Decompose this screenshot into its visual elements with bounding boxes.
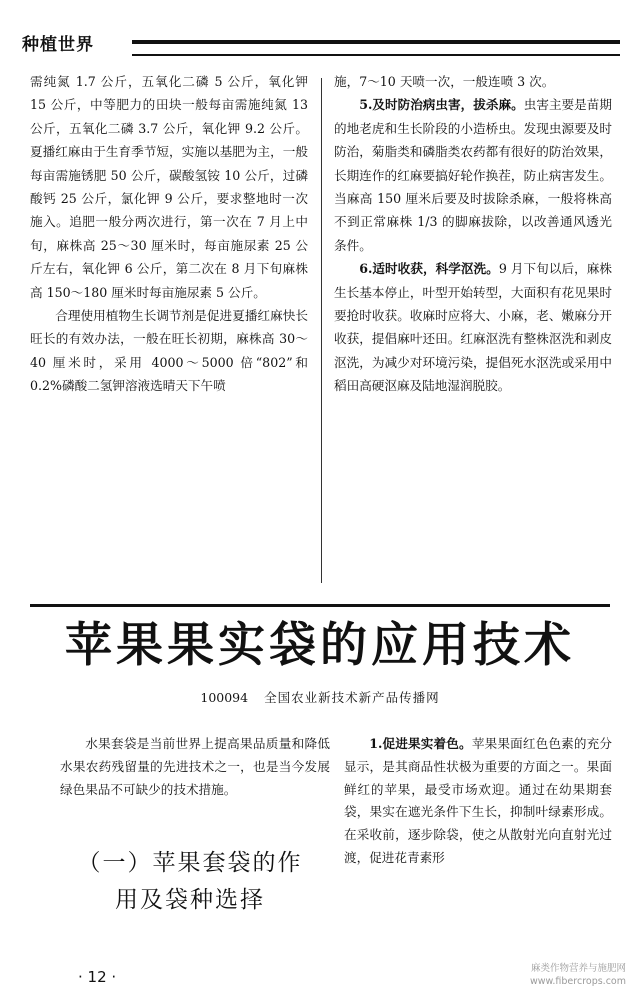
section-heading: 1.促进果实着色。 xyxy=(369,736,472,751)
article-byline xyxy=(30,688,610,706)
top-left-column xyxy=(30,70,308,398)
section-text: 苹果果面红色色素的充分显示，是其商品性状极为重要的方面之一。果面鲜红的苹果，最受市场欢迎。通过在幼果期套袋，果实在遮光条件下生长，抑制叶绿素形成。在采收前，逐步除袋，使之从散射光向直射光过渡，促进花青素形 xyxy=(344,736,612,865)
article-subheading xyxy=(65,845,315,919)
section-heading: 6.适时收获，科学沤洗。 xyxy=(359,261,499,277)
header-rule xyxy=(132,40,620,56)
body-paragraph xyxy=(334,257,612,397)
watermark-line: www.fibercrops.com xyxy=(529,976,626,987)
page-header xyxy=(22,30,620,62)
article-left-column xyxy=(60,733,330,801)
article-right-column xyxy=(344,733,612,870)
intro-paragraph: 水果套袋是当前世界上提高果品质量和降低水果农药残留量的先进技术之一，也是当今发展绿色果品不可缺少的技术措施。 xyxy=(60,736,330,797)
body-paragraph: 合理使用植物生长调节剂是促进夏播红麻快长旺长的有效办法，一般在旺长初期，麻株高 30～40 厘米时，采用 4000～5000 倍“802”和 0.2%磷酸二氢钾溶液选晴天下午喷 xyxy=(30,308,308,394)
article-title: 苹果果实袋的应用技术 xyxy=(65,618,575,673)
section-text: 9 月下旬以后，麻株生长基本停止，叶型开始转型，大面积有花见果时要抢时收获。收麻时应将大、小麻，老、嫩麻分开收获，提倡麻叶还田。红麻沤洗有整株沤洗和剥皮沤洗，为减少对环境污染，提倡死水沤洗或采用中稻田高硬沤麻及陆地湿润脱胶。 xyxy=(334,261,612,394)
watermark-line: 麻类作物营养与施肥网 xyxy=(530,963,626,974)
body-paragraph: 施，7～10 天喷一次，一般连喷 3 次。 xyxy=(334,74,555,89)
subheading-line: 用及袋种选择 xyxy=(115,887,265,913)
column-divider xyxy=(321,78,322,583)
body-paragraph xyxy=(344,733,612,870)
page-number: · 12 · xyxy=(78,968,117,986)
article-source: 全国农业新技术新产品传播网 xyxy=(264,690,440,705)
section-heading: 5.及时防治病虫害，拔杀麻。 xyxy=(359,97,524,113)
section-text: 虫害主要是苗期的地老虎和生长阶段的小造桥虫。发现虫源要及时防治，菊脂类和磷脂类农药都有很好的防治效果，长期连作的红麻要搞好轮作换茬，防止病害发生。当麻高 150 厘米后要及时拔除杀麻，一般将株高不到正常麻株 1/3 的脚麻拔除，以改善通风透光条件。 xyxy=(334,97,612,253)
body-paragraph xyxy=(334,93,612,257)
journal-name: 种植世界 xyxy=(22,35,94,55)
section-divider xyxy=(30,604,610,607)
body-paragraph: 需纯氮 1.7 公斤，五氧化二磷 5 公斤，氧化钾 15 公斤，中等肥力的田块一般每亩需施纯氮 13 公斤，五氧化二磷 3.7 公斤，氧化钾 9.2 公斤。夏播红麻由于生育季节短，实施以基肥为主，一般每亩需施锈肥 50 公斤，碳酸氢铵 10 公斤，过磷酸钙 25 公斤，氯化钾 9 公斤，要求整地时一次施入。追肥一般分两次进行，第一次在 7 月上中旬，麻株高 25～30 厘米时，每亩施尿素 25 公斤左右，氧化钾 6 公斤，第二次在 8 月下旬麻株高 150～180 厘米时每亩施尿素 5 公斤。 xyxy=(30,74,308,300)
top-right-column xyxy=(334,70,612,398)
site-watermark xyxy=(446,962,626,988)
postcode: 100094 xyxy=(200,690,249,705)
subheading-line: （一）苹果套袋的作 xyxy=(77,850,303,876)
